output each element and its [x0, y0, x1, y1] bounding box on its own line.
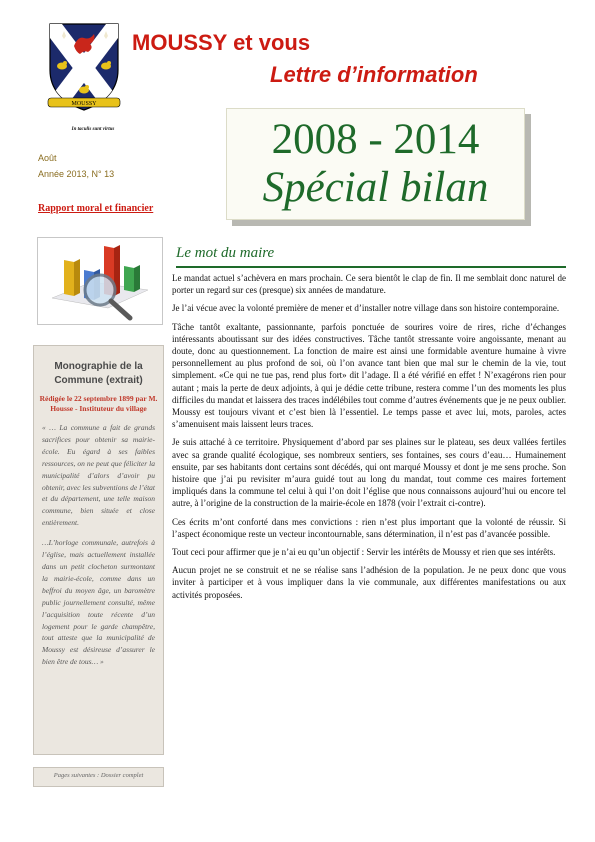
- issue-info: [38, 150, 114, 182]
- newsletter-title: MOUSSY et vous: [132, 30, 311, 55]
- heading-divider: [176, 266, 566, 268]
- article-paragraph: Aucun projet ne se construit et ne se réalise sans l’adhésion de la population. Je ne peux donc que vous inviter à participer et à vous impliquer dans la vie communale, aux différentes manifestations ou aux activités proposées.: [172, 565, 566, 600]
- banner-years: 2008 - 2014: [271, 116, 480, 163]
- article-paragraph: Je l’ai vécue avec la volonté première de mener et d’installer notre village dans son histoire contemporaine.: [172, 303, 560, 314]
- sidebar-heading: Monographie de la Commune (extrait): [54, 361, 143, 386]
- article-paragraph: Le mandat actuel s’achèvera en mars prochain. Ce sera bientôt le clap de fin. Il me semblait donc naturel de porter un regard sur ces (presque) six années de mandature.: [172, 273, 566, 296]
- article-paragraph: Ces écrits m’ont conforté dans mes convictions : rien n’est plus important que la volonté de réussir. Si l’aspect économique reste un vecteur incontournable, sans détermination, il n’est pas d’avancée possible.: [172, 516, 566, 539]
- sidebar-quote-paragraph: …L’horloge communale, autrefois à l’église, mais actuellement installée dans un petit clocheton surmontant la mairie-école, comme dans un beffroi du moyen âge, un baromètre public journellement consulté, même l’acquisition toute récente d’un logement pour le garde champêtre, tout atteste que la municipalité de Moussy est désireuse d’assurer le bien être de tous… »: [42, 538, 155, 667]
- article-paragraph: Tout ceci pour affirmer que je n’ai eu qu’un objectif : Servir les intérêts de Moussy et rien que ses intérêts.: [172, 547, 556, 558]
- article-paragraph: Je suis attaché à ce territoire. Physiquement d’abord par ses plaines sur le plateau, ses deux vallées fertiles avec sa grande qualité écologique, ses nombreux sentiers, ses fontaines, ses cours d’eau… Humainement ensuite, par ses habitants dont certains sont décédés, qui ont marqué Moussy et dont je me sens proche. Son histoire que j’ai pu revisiter m’aura guidé tout au long du mandat, tout comme ces maires fortement impliqués dans la commune tel celui à qui l’on doit l’église que nous connaissons aujourd’hui ou encore tel autre, à l’origine de la construction de la mairie-école en 1878 (voir l’extrait ci-contre).: [172, 437, 566, 509]
- chart-illustration: [37, 237, 163, 325]
- newsletter-subtitle: Lettre d’information: [270, 62, 478, 87]
- article-paragraph: Tâche tantôt exaltante, passionnante, parfois ponctuée de sourires voire de rires, riche d’échanges intéressants aboutissant sur des idées constructives. Tâche tantôt stressante voire angoissante, menant au doute, donc au questionnement. La fonction de maire est ainsi une formidable aventure humaine à vivre personnellement au plus profond de soi, où l’on avance tant bien que mal sur le chemin de la vie, tout simplement. «Ce qui ne tue pas, rend plus fort» dit l’adage. Il a été vérifié en effet ! N’exagérons rien pour autant ; mais la perte de deux adjoints, à qui je dédie cette tribune, restera comme l’un des moments les plus difficiles du mandat et laissera des traces indélébiles tout comme d’autres événements que je ne peux oublier. Moussy est toujours vivant et c’est bien là l’essentiel. Le temps passe et avec lui, mots, paroles, actes s’amenuisent mais laissent leurs traces.: [172, 321, 566, 430]
- article-heading: Le mot du maire: [176, 245, 275, 261]
- article-body: [172, 272, 566, 607]
- issue-month: Août: [38, 153, 57, 163]
- sidebar-note: Rédigée le 22 septembre 1899 par M. Housse - Instituteur du village: [39, 394, 158, 413]
- coat-of-arms-icon: [44, 20, 124, 114]
- special-banner: [226, 108, 525, 220]
- bar-chart-icon: [38, 238, 162, 324]
- next-pages-note: Pages suivantes : Dossier complet: [53, 772, 144, 779]
- issue-number: Année 2013, N° 13: [38, 169, 115, 179]
- issue-subject: Rapport moral et financier: [38, 203, 154, 214]
- sidebar-monograph: [33, 345, 164, 755]
- crest-banner-text: MOUSSY: [71, 101, 97, 107]
- next-pages-note-box: [33, 767, 164, 787]
- banner-title: Spécial bilan: [262, 164, 489, 211]
- sidebar-quote: [42, 422, 155, 676]
- crest-motto: In taculis sunt virtus: [71, 127, 115, 132]
- sidebar-quote-paragraph: « … La commune a fait de grands sacrifices pour obtenir sa mairie-école. Eu égard à ses faibles ressources, on ne peut que féliciter la municipalité d’alors d’avoir pu obtenir, avec les subventions de l’état et du département, une telle maison commune, bien située et close entièrement.: [42, 423, 155, 528]
